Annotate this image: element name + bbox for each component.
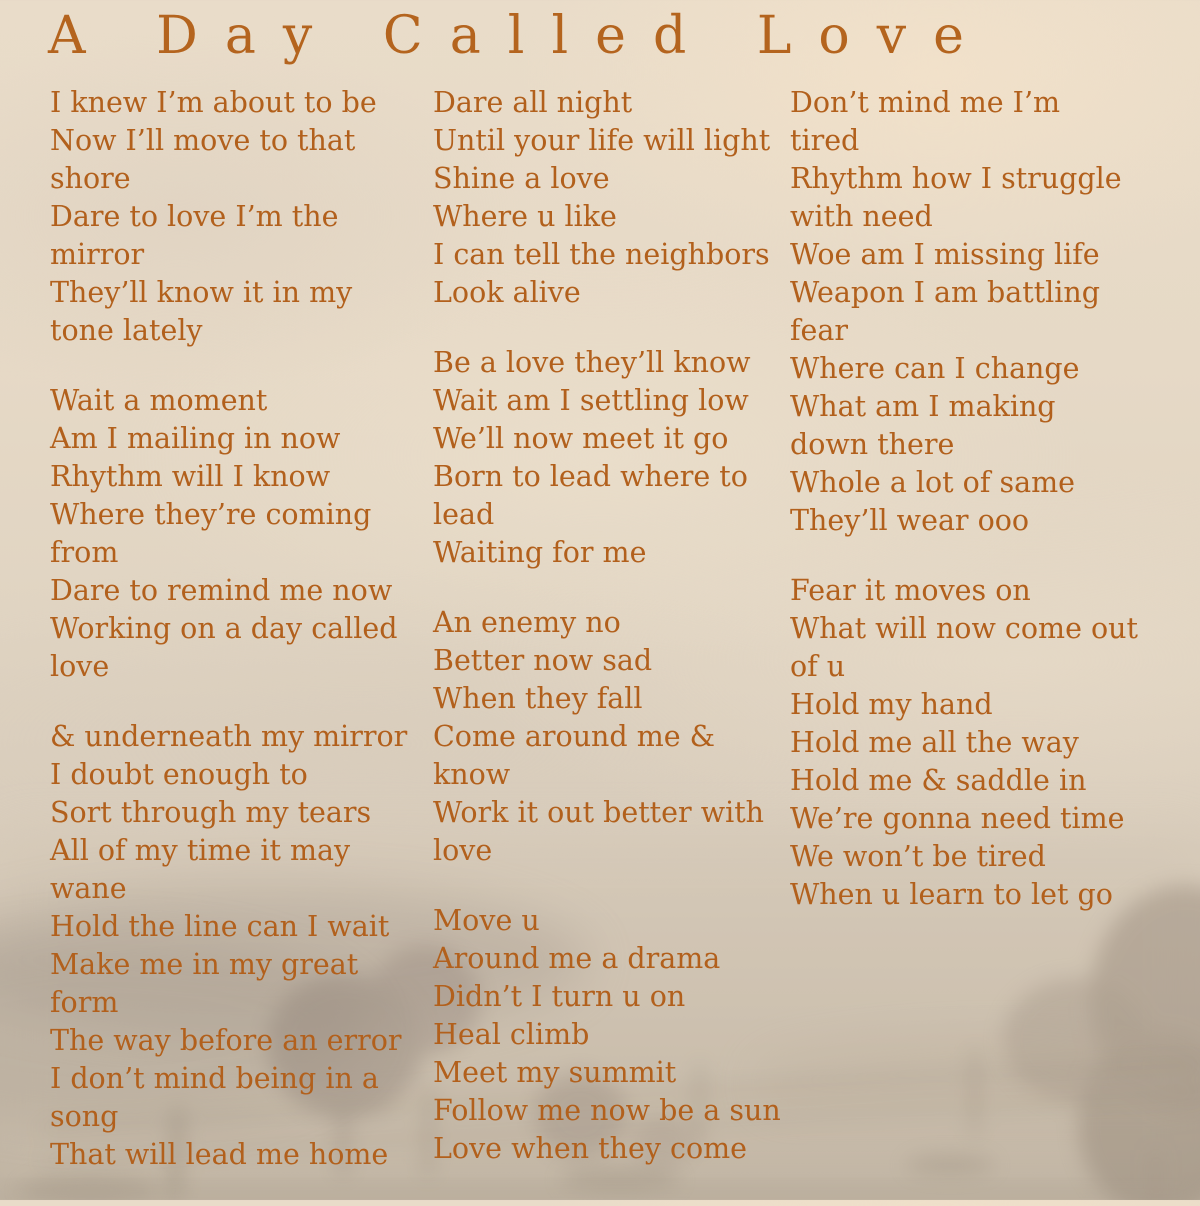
lyric-line: Don’t mind me I’m	[790, 86, 1061, 119]
lyric-line: mirror	[50, 238, 145, 271]
lyric-line: What will now come out	[790, 612, 1138, 645]
lyric-line: Hold the line can I wait	[50, 910, 390, 943]
lyric-line: I can tell the neighbors	[433, 238, 770, 271]
lyric-line: Where u like	[433, 200, 617, 233]
lyric-line: An enemy no	[433, 606, 621, 639]
lyric-line: When u learn to let go	[790, 878, 1113, 911]
stanza	[790, 84, 1130, 540]
lyrics-column	[790, 84, 1138, 946]
lyric-line: The way before an error	[50, 1024, 402, 1057]
lyric-line: Move u	[433, 904, 540, 937]
lyric-line: with need	[790, 200, 933, 233]
lyric-line: Follow me now be a sun	[433, 1094, 781, 1127]
lyric-line: tone lately	[50, 314, 203, 347]
lyric-line: shore	[50, 162, 131, 195]
lyric-line: Wait a moment	[50, 384, 268, 417]
lyric-line: from	[50, 536, 119, 569]
lyric-line: Shine a love	[433, 162, 610, 195]
lyric-line: tired	[790, 124, 860, 157]
lyric-line: I knew I’m about to be	[50, 86, 377, 119]
lyric-line: lead	[433, 498, 495, 531]
lyrics-column	[433, 84, 783, 1200]
lyric-line: song	[50, 1100, 119, 1133]
lyric-line: Dare all night	[433, 86, 633, 119]
lyric-line: Come around me &	[433, 720, 716, 753]
lyric-line: We’ll now meet it go	[433, 422, 729, 455]
lyric-line: Better now sad	[433, 644, 653, 677]
lyric-line: Make me in my great	[50, 948, 359, 981]
lyric-line: They’ll wear ooo	[790, 504, 1030, 537]
lyric-line: & underneath my mirror	[50, 720, 408, 753]
lyric-line: Didn’t I turn u on	[433, 980, 686, 1013]
lyric-line: What am I making	[790, 390, 1056, 423]
lyric-line: Around me a drama	[433, 942, 721, 975]
lyric-line: All of my time it may	[50, 834, 351, 867]
lyric-line: Now I’ll move to that	[50, 124, 356, 157]
lyric-line: Born to lead where to	[433, 460, 748, 493]
stanza	[433, 902, 783, 1168]
stanza	[790, 572, 1138, 914]
stanza	[50, 382, 425, 686]
stanza	[50, 84, 425, 350]
lyric-line: Dare to love I’m the	[50, 200, 339, 233]
lyric-line: Hold me all the way	[790, 726, 1079, 759]
lyric-line: I doubt enough to	[50, 758, 308, 791]
lyric-line: Where can I change	[790, 352, 1080, 385]
lyric-line: Love when they come	[433, 1132, 747, 1165]
lyric-line: Waiting for me	[433, 536, 647, 569]
lyric-line: of u	[790, 650, 846, 683]
lyric-line: Working on a day called	[50, 612, 398, 645]
lyric-line: Woe am I missing life	[790, 238, 1100, 271]
lyric-line: When they fall	[433, 682, 643, 715]
lyric-line: They’ll know it in my	[50, 276, 353, 309]
lyric-line: That will lead me home	[50, 1138, 389, 1171]
lyric-line: love	[433, 834, 493, 867]
lyric-line: Am I mailing in now	[50, 422, 341, 455]
lyric-line: Rhythm will I know	[50, 460, 331, 493]
lyric-line: Dare to remind me now	[50, 574, 393, 607]
lyric-line: Whole a lot of same	[790, 466, 1075, 499]
stanza	[433, 84, 783, 312]
lyric-line: We won’t be tired	[790, 840, 1046, 873]
lyric-line: Be a love they’ll know	[433, 346, 751, 379]
lyric-line: Meet my summit	[433, 1056, 677, 1089]
lyric-line: Heal climb	[433, 1018, 590, 1051]
lyric-line: I don’t mind being in a	[50, 1062, 379, 1095]
stanza	[433, 604, 783, 870]
lyric-line: Hold me & saddle in	[790, 764, 1087, 797]
lyric-line: Rhythm how I struggle	[790, 162, 1122, 195]
lyric-line: know	[433, 758, 511, 791]
lyric-line: Work it out better with	[433, 796, 765, 829]
lyric-line: Look alive	[433, 276, 581, 309]
lyric-line: wane	[50, 872, 127, 905]
lyric-line: love	[50, 650, 110, 683]
lyric-line: Until your life will light	[433, 124, 771, 157]
lyric-line: form	[50, 986, 119, 1019]
lyric-line: Sort through my tears	[50, 796, 372, 829]
lyric-line: Weapon I am battling	[790, 276, 1101, 309]
lyric-line: down there	[790, 428, 955, 461]
lyrics-column	[50, 84, 425, 1206]
lyric-line: Where they’re coming	[50, 498, 372, 531]
lyric-line: Wait am I settling low	[433, 384, 749, 417]
stanza	[433, 344, 783, 572]
stanza	[50, 718, 425, 1174]
lyric-line: Fear it moves on	[790, 574, 1031, 607]
lyric-line: Hold my hand	[790, 688, 993, 721]
page-title: A Day Called Love	[48, 6, 991, 66]
lyric-line: fear	[790, 314, 849, 347]
lyric-line: We’re gonna need time	[790, 802, 1125, 835]
